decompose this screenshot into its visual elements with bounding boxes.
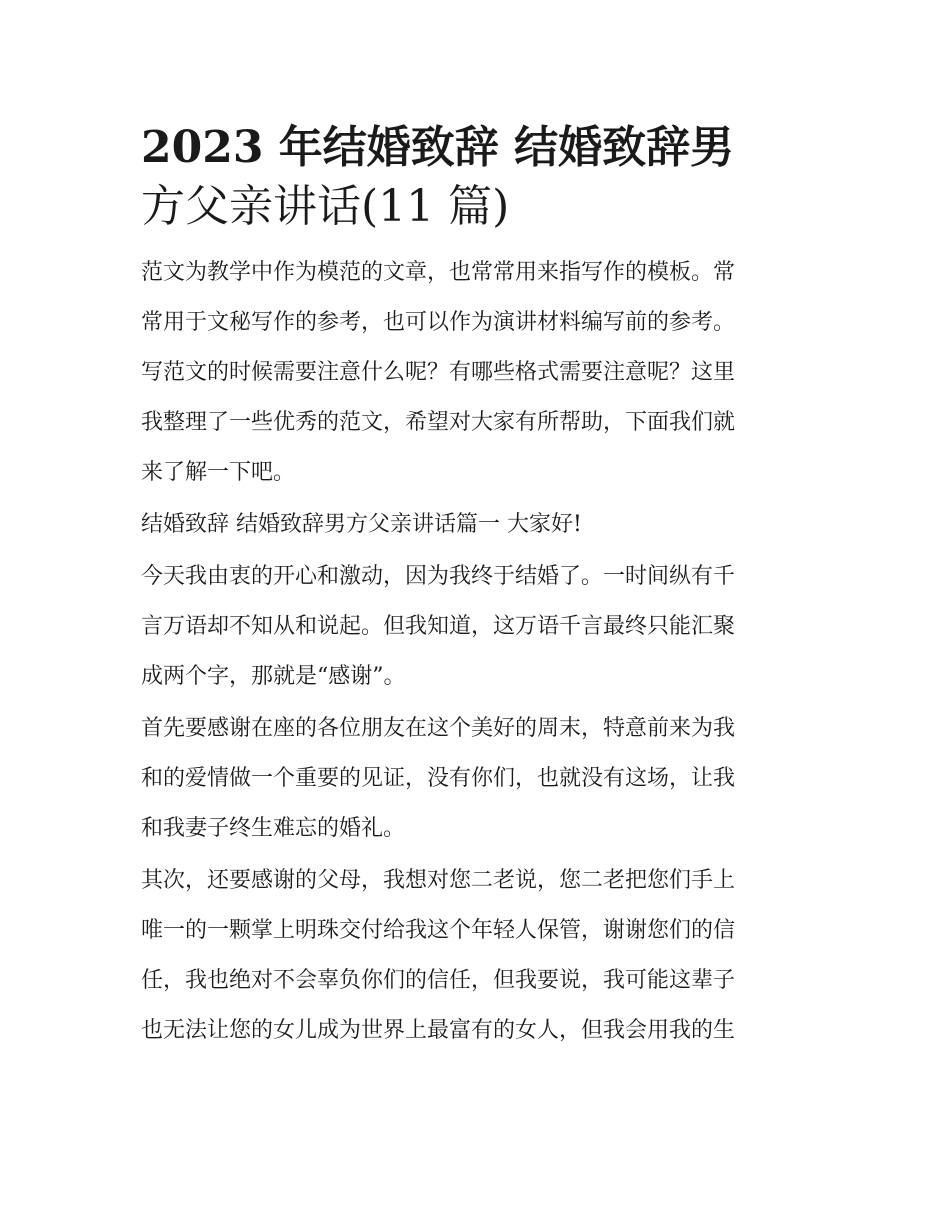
- paragraph-section-heading: [141, 500, 813, 550]
- text-line: 今天我由衷的开心和激动，因为我终于结婚了。一时间纵有千: [141, 564, 736, 589]
- title-line: 2023 年结婚致辞 结婚致辞男: [141, 122, 735, 173]
- text-line: 其次，还要感谢的父母，我想对您二老说，您二老把您们手上: [141, 868, 736, 893]
- text-line: 常用于文秘写作的参考，也可以作为演讲材料编写前的参考。: [141, 310, 736, 335]
- text-line: 任，我也绝对不会辜负你们的信任，但我要说，我可能这辈子: [141, 968, 736, 993]
- text-line: 我整理了一些优秀的范文，希望对大家有所帮助，下面我们就: [141, 410, 736, 435]
- text-line: 首先要感谢在座的各位朋友在这个美好的周末，特意前来为我: [141, 716, 736, 741]
- text-line: 写范文的时候需要注意什么呢？有哪些格式需要注意呢？这里: [141, 360, 736, 385]
- text-line: 结婚致辞 结婚致辞男方父亲讲话篇一 大家好!: [141, 512, 582, 537]
- document-title: [141, 118, 813, 236]
- paragraph-thanks-friends: [141, 704, 813, 854]
- document-body: [141, 118, 813, 1058]
- text-line: 范文为教学中作为模范的文章，也常常用来指写作的模板。常: [141, 260, 736, 285]
- text-line: 和的爱情做一个重要的见证，没有你们，也就没有这场，让我: [141, 766, 736, 791]
- paragraph-intro: [141, 248, 813, 498]
- paragraph-thanks-parents: [141, 856, 813, 1056]
- text-line: 唯一的一颗掌上明珠交付给我这个年轻人保管，谢谢您们的信: [141, 918, 736, 943]
- paragraph-gratitude: [141, 552, 813, 702]
- text-line: 言万语却不知从和说起。但我知道，这万语千言最终只能汇聚: [141, 614, 736, 639]
- text-line: 和我妻子终生难忘的婚礼。: [141, 816, 406, 841]
- text-line: 也无法让您的女儿成为世界上最富有的女人，但我会用我的生: [141, 1018, 736, 1043]
- title-line: 方父亲讲话(11 篇): [141, 181, 510, 232]
- text-line: 来了解一下吧。: [141, 460, 296, 485]
- text-line: 成两个字，那就是“感谢”。: [141, 664, 406, 689]
